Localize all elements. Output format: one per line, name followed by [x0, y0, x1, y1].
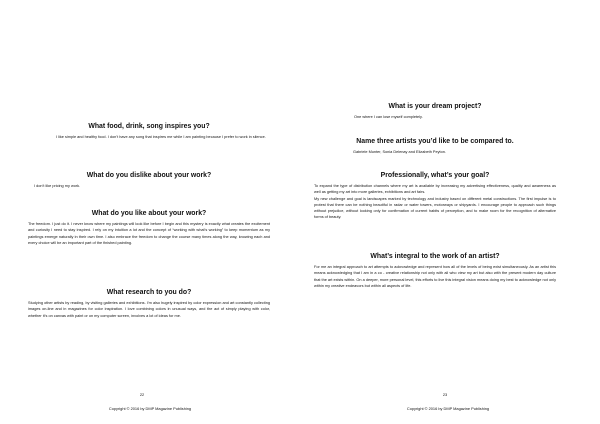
section-paragraph: Gabriele Munter, Sonia Delenay and Elizabeth Peyton.	[353, 150, 446, 154]
copyright: Copyright © 2016 by DMP Magazine Publishing	[108, 406, 192, 411]
section-heading: What do you dislike about your work?	[86, 172, 212, 179]
section-heading: What’s integral to the work of an artist?	[370, 253, 500, 260]
section-paragraph: For me an integral approach to art attempts to acknowledge and represent how all of the levels of being exist simultaneously. As an artist this means acknowledging that I am in a co - creative relationship not only with all who view my art but also with the present modern day culture that the art exists within. On a deeper, more personal level, this efforts to live this integral vision means doing my best to acknowledge not only within my creative endeavors but within all aspects of life.	[314, 265, 556, 288]
section-heading: Name three artists you’d like to be compared to.	[356, 138, 514, 145]
right-page	[300, 0, 600, 424]
page-number: 22	[139, 392, 145, 397]
section-dislike	[28, 171, 270, 189]
section-paragraph: To expand the type of distribution channels where my art is available by increasing my advertising effectiveness, quality and awareness as well as getting my art into more galleries, exhibitions and art fairs.	[314, 184, 556, 195]
section-inspiration	[28, 122, 270, 140]
section-heading: What food, drink, song inspires you?	[88, 123, 210, 130]
section-integral	[314, 252, 556, 289]
section-paragraph: I like simple and healthy food. I don’t have any song that inspires me while I am painting because I prefer to work in silence.	[56, 135, 266, 139]
copyright: Copyright © 2016 by DMP Magazine Publishing	[406, 406, 490, 411]
section-heading: What do you like about your work?	[91, 210, 207, 217]
section-research	[28, 288, 270, 319]
section-heading: What research to you do?	[106, 289, 192, 296]
section-paragraph: One where I can lose myself completely.	[354, 115, 423, 119]
section-artists	[314, 137, 556, 155]
page-number: 23	[442, 392, 448, 397]
section-paragraph: The freedom. I just do it. I never know where my paintings will look like before I begin and this mystery is exactly what creates the excitement and curiosity I need to stay inspired. I rely on my intuition a lot and the concept of “working with what’s working” to keep momentum as my paintings emerge naturally in their own time. I also embrace the freedom to change the course many times along the way, knowing each and every choice will be an important part of the finished painting.	[28, 222, 270, 245]
section-paragraph: Studying other artists by reading, by visiting galleries and exhibitions. I’m also hugely inspired by color expression and art constantly collecting images on-line and in magazines for color inspiration. I love combining colors in unusual ways, and the act of simply playing with color, whether it’s on canvas with paint or on my computer screen, involves a lot of ideas for me.	[28, 301, 270, 318]
section-paragraph: My new challenge and goal is landscapes marked by technology and industry based on different metal constructions. The first impulse is to protest that there can be nothing beautiful in radar or water towers, motorways or shipyards. I encourage people to approach such things without prejudice, without looking only for confirmation of current habits of perception, and to make room for the recognition of alternative forms of beauty.	[314, 196, 556, 220]
section-dream-project	[314, 102, 556, 120]
section-heading: Professionally, what’s your goal?	[380, 172, 490, 179]
section-like	[28, 209, 270, 246]
section-paragraph: I don’t like pricing my work.	[34, 184, 81, 188]
section-heading: What is your dream project?	[388, 103, 482, 110]
section-goal	[314, 171, 556, 221]
